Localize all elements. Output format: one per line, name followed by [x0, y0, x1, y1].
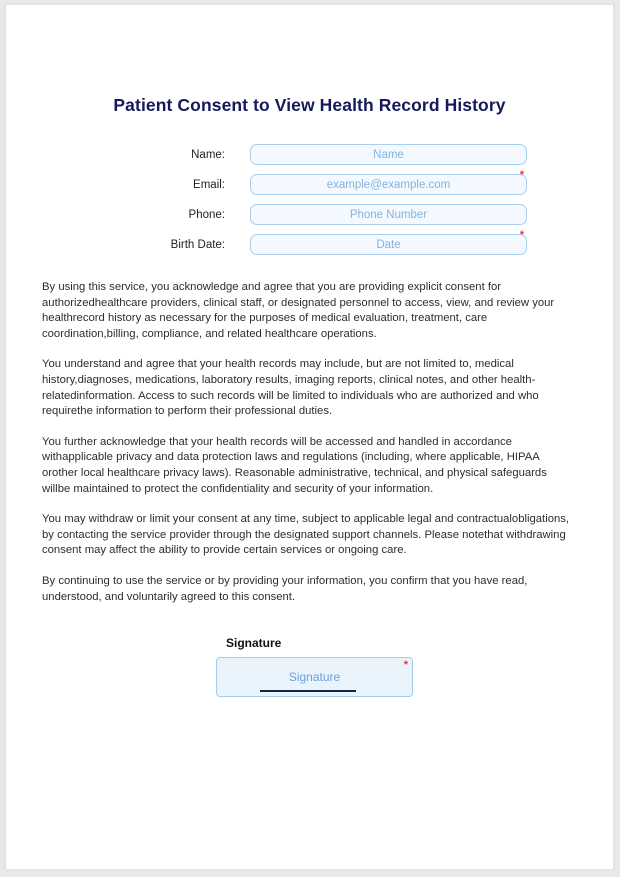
phone-field-row	[6, 204, 613, 225]
consent-paragraph-5: By continuing to use the service or by providing your information, you confirm that you have read, understood, and voluntarily agreed to this consent.	[42, 574, 528, 603]
consent-text-section	[42, 280, 577, 605]
consent-paragraph-4: You may withdraw or limit your consent at any time, subject to applicable legal and contractualobligations, by contacting the service provider through the designated support channels. Please notethat withdrawing consent may affect the ability to provide certain services or ongoing care.	[42, 513, 570, 557]
signature-required-asterisk: *	[403, 659, 408, 672]
phone-input[interactable]	[250, 204, 527, 225]
name-field-row	[6, 144, 613, 165]
birthdate-required-asterisk: *	[519, 229, 524, 241]
name-input[interactable]	[250, 144, 527, 165]
email-input[interactable]	[250, 174, 527, 195]
phone-field-label: Phone:	[188, 208, 225, 221]
consent-paragraph-3: You further acknowledge that your health records will be accessed and handled in accordance withapplicable privacy and data protection laws and regulations (including, where applicable, HIPAA orother local healthcare privacy laws). Reasonable administrative, technical, and physical safeguards willbe maintained to protect the confidentiality and security of your information.	[42, 435, 547, 495]
email-input-wrap	[250, 169, 527, 195]
name-input-wrap	[250, 144, 527, 165]
form-fields	[6, 144, 613, 255]
email-field-label: Email:	[193, 178, 225, 191]
consent-paragraph-1: By using this service, you acknowledge and agree that you are providing explicit consent for authorizedhealthcare providers, clinical staff, or designated personnel to access, view, and review your healthrecord history as necessary for the purposes of medical evaluation, treatment, care coordination,billing, compliance, and related healthcare operations.	[42, 281, 555, 340]
form-title: Patient Consent to View Health Record History	[113, 95, 506, 115]
signature-placeholder: Signature	[288, 670, 341, 685]
birthdate-field-row	[6, 229, 613, 255]
birthdate-field-label: Birth Date:	[170, 238, 225, 251]
signature-label: Signature	[226, 636, 282, 651]
consent-form-page	[5, 4, 614, 870]
signature-pad[interactable]	[216, 657, 413, 697]
birthdate-input[interactable]	[250, 234, 527, 255]
consent-paragraph-2: You understand and agree that your health records may include, but are not limited to, medical history,diagnoses, medications, laboratory results, imaging reports, clinical notes, and other health-relatedinformation. Access to such records will be limited to individuals who are authorized and who requirethe information to perform their professional duties.	[42, 358, 539, 418]
signature-line	[260, 690, 356, 692]
name-field-label: Name:	[191, 148, 225, 161]
email-required-asterisk: *	[519, 169, 524, 181]
phone-input-wrap	[250, 204, 527, 225]
signature-section	[216, 636, 613, 697]
email-field-row	[6, 169, 613, 195]
birthdate-input-wrap	[250, 229, 527, 255]
